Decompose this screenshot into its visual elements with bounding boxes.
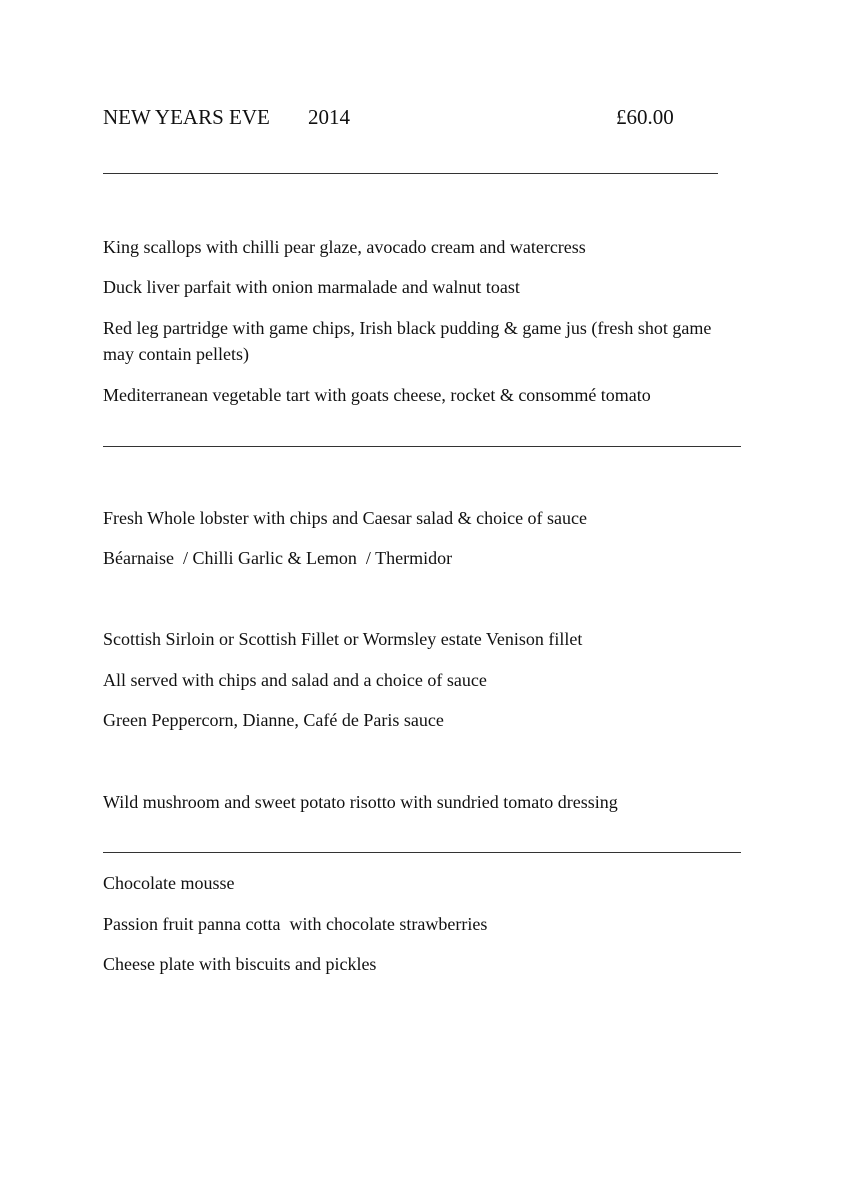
starter-item: Duck liver parfait with onion marmalade and walnut toast [103,277,520,297]
starter-item: King scallops with chilli pear glaze, avocado cream and watercress [103,237,586,257]
lobster-sauce-options: Béarnaise / Chilli Garlic & Lemon / Thermidor [103,548,453,568]
dessert-item: Cheese plate with biscuits and pickles [103,954,377,974]
main-item-steak: Scottish Sirloin or Scottish Fillet or Wormsley estate Venison fillet [103,629,583,649]
menu-header [103,103,703,131]
menu-year: 2014 [308,105,350,129]
divider-header [103,173,718,174]
steak-served-note: All served with chips and salad and a choice of sauce [103,670,487,690]
divider-starters [103,446,741,447]
dessert-item: Chocolate mousse [103,873,235,893]
menu-title: NEW YEARS EVE [103,105,270,129]
starter-item: Mediterranean vegetable tart with goats cheese, rocket & consommé tomato [103,385,651,405]
main-item-lobster: Fresh Whole lobster with chips and Caesar salad & choice of sauce [103,508,588,528]
dessert-item: Passion fruit panna cotta with chocolate strawberries [103,914,488,934]
menu-price: £60.00 [616,105,674,129]
divider-mains [103,852,741,853]
main-item-vegetarian: Wild mushroom and sweet potato risotto with sundried tomato dressing [103,792,618,812]
starter-item: Red leg partridge with game chips, Irish black pudding & game jus (fresh shot game may contain pellets) [103,318,712,364]
steak-sauce-options: Green Peppercorn, Dianne, Café de Paris sauce [103,710,444,730]
